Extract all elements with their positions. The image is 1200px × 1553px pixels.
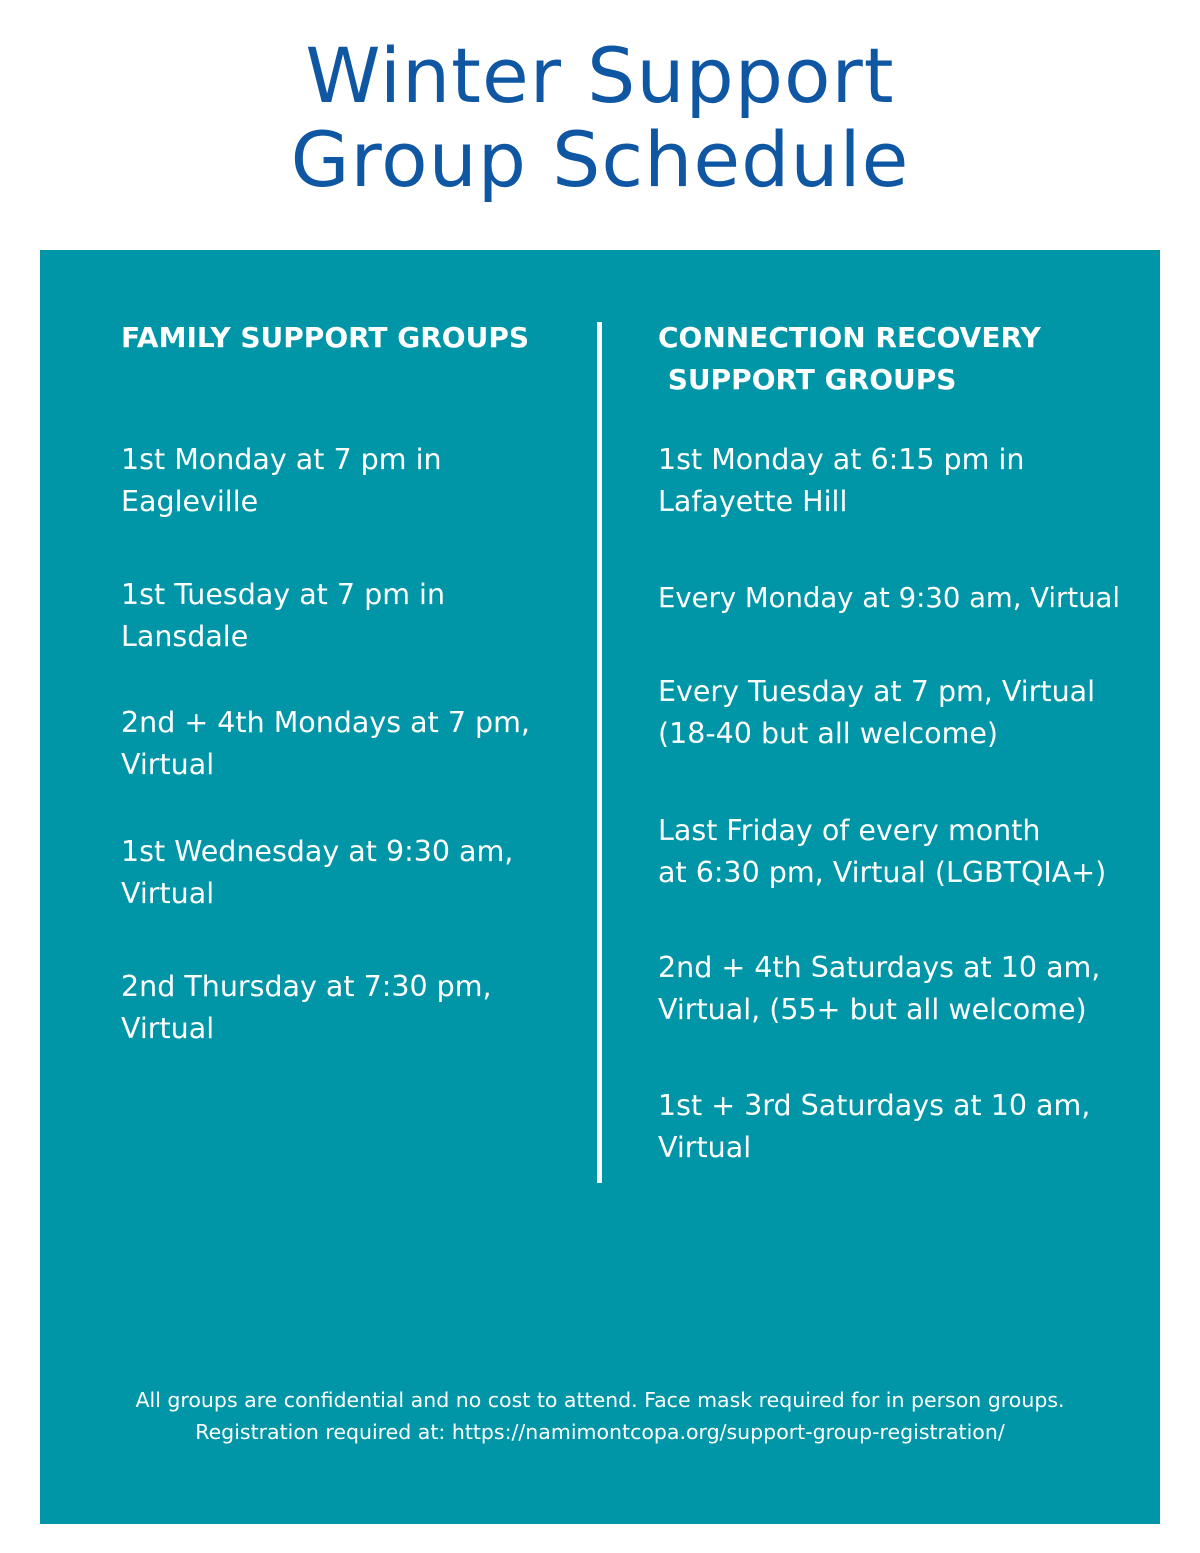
connection-entry-5-line-2: Virtual, (55+ but all welcome) bbox=[658, 993, 1087, 1026]
connection-entry-1-line-2: Lafayette Hill bbox=[658, 485, 848, 518]
family-entry-2-line-1: 1st Tuesday at 7 pm in bbox=[121, 578, 446, 611]
connection-heading bbox=[658, 317, 1041, 401]
connection-entry-2-line-1: Every Monday at 9:30 am, Virtual bbox=[658, 582, 1121, 614]
connection-entry-1 bbox=[658, 439, 1024, 523]
family-entry-3-line-2: Virtual bbox=[121, 748, 215, 781]
family-entry-4-line-2: Virtual bbox=[121, 877, 215, 910]
footer-registration-link[interactable]: Registration required at: https://namimontcopa.org/support-group-registration/ bbox=[195, 1420, 1005, 1444]
family-entry-5-line-1: 2nd Thursday at 7:30 pm, bbox=[121, 970, 492, 1003]
connection-entry-2 bbox=[658, 577, 1120, 619]
family-entry-2-line-2: Lansdale bbox=[121, 620, 249, 653]
connection-entry-6 bbox=[658, 1085, 1090, 1169]
connection-entry-4-line-2: at 6:30 pm, Virtual (LGBTQIA+) bbox=[658, 856, 1107, 889]
title-line-1: Winter Support bbox=[305, 31, 895, 120]
family-entry-1 bbox=[121, 439, 442, 523]
connection-entry-5-line-1: 2nd + 4th Saturdays at 10 am, bbox=[658, 951, 1101, 984]
connection-entry-6-line-2: Virtual bbox=[658, 1131, 752, 1164]
title-line-2: Group Schedule bbox=[290, 115, 910, 204]
connection-entry-3 bbox=[658, 671, 1095, 755]
column-divider bbox=[597, 322, 602, 1183]
page-title bbox=[0, 31, 1200, 204]
footer-note bbox=[40, 1384, 1160, 1448]
family-entry-4-line-1: 1st Wednesday at 9:30 am, bbox=[121, 835, 514, 868]
connection-entry-6-line-1: 1st + 3rd Saturdays at 10 am, bbox=[658, 1089, 1091, 1122]
family-entry-1-line-2: Eagleville bbox=[121, 485, 259, 518]
family-entry-1-line-1: 1st Monday at 7 pm in bbox=[121, 443, 442, 476]
connection-entry-4-line-1: Last Friday of every month bbox=[658, 814, 1041, 847]
connection-entry-1-line-1: 1st Monday at 6:15 pm in bbox=[658, 443, 1025, 476]
family-entry-5-line-2: Virtual bbox=[121, 1012, 215, 1045]
footer-line-1: All groups are confidential and no cost to attend. Face mask required for in person groups. bbox=[135, 1388, 1065, 1412]
family-entry-4 bbox=[121, 831, 513, 915]
connection-entry-5 bbox=[658, 947, 1100, 1031]
family-entry-2 bbox=[121, 574, 445, 658]
connection-entry-3-line-1: Every Tuesday at 7 pm, Virtual bbox=[658, 675, 1096, 708]
family-entry-5 bbox=[121, 966, 492, 1050]
family-entry-3 bbox=[121, 702, 530, 786]
connection-entry-4 bbox=[658, 810, 1106, 894]
connection-heading-line-1: CONNECTION RECOVERY bbox=[658, 321, 1041, 354]
family-entry-3-line-1: 2nd + 4th Mondays at 7 pm, bbox=[121, 706, 530, 739]
schedule-panel bbox=[40, 250, 1160, 1524]
connection-heading-line-2: SUPPORT GROUPS bbox=[658, 363, 957, 396]
family-heading: FAMILY SUPPORT GROUPS bbox=[121, 321, 530, 354]
connection-entry-3-line-2: (18-40 but all welcome) bbox=[658, 717, 999, 750]
